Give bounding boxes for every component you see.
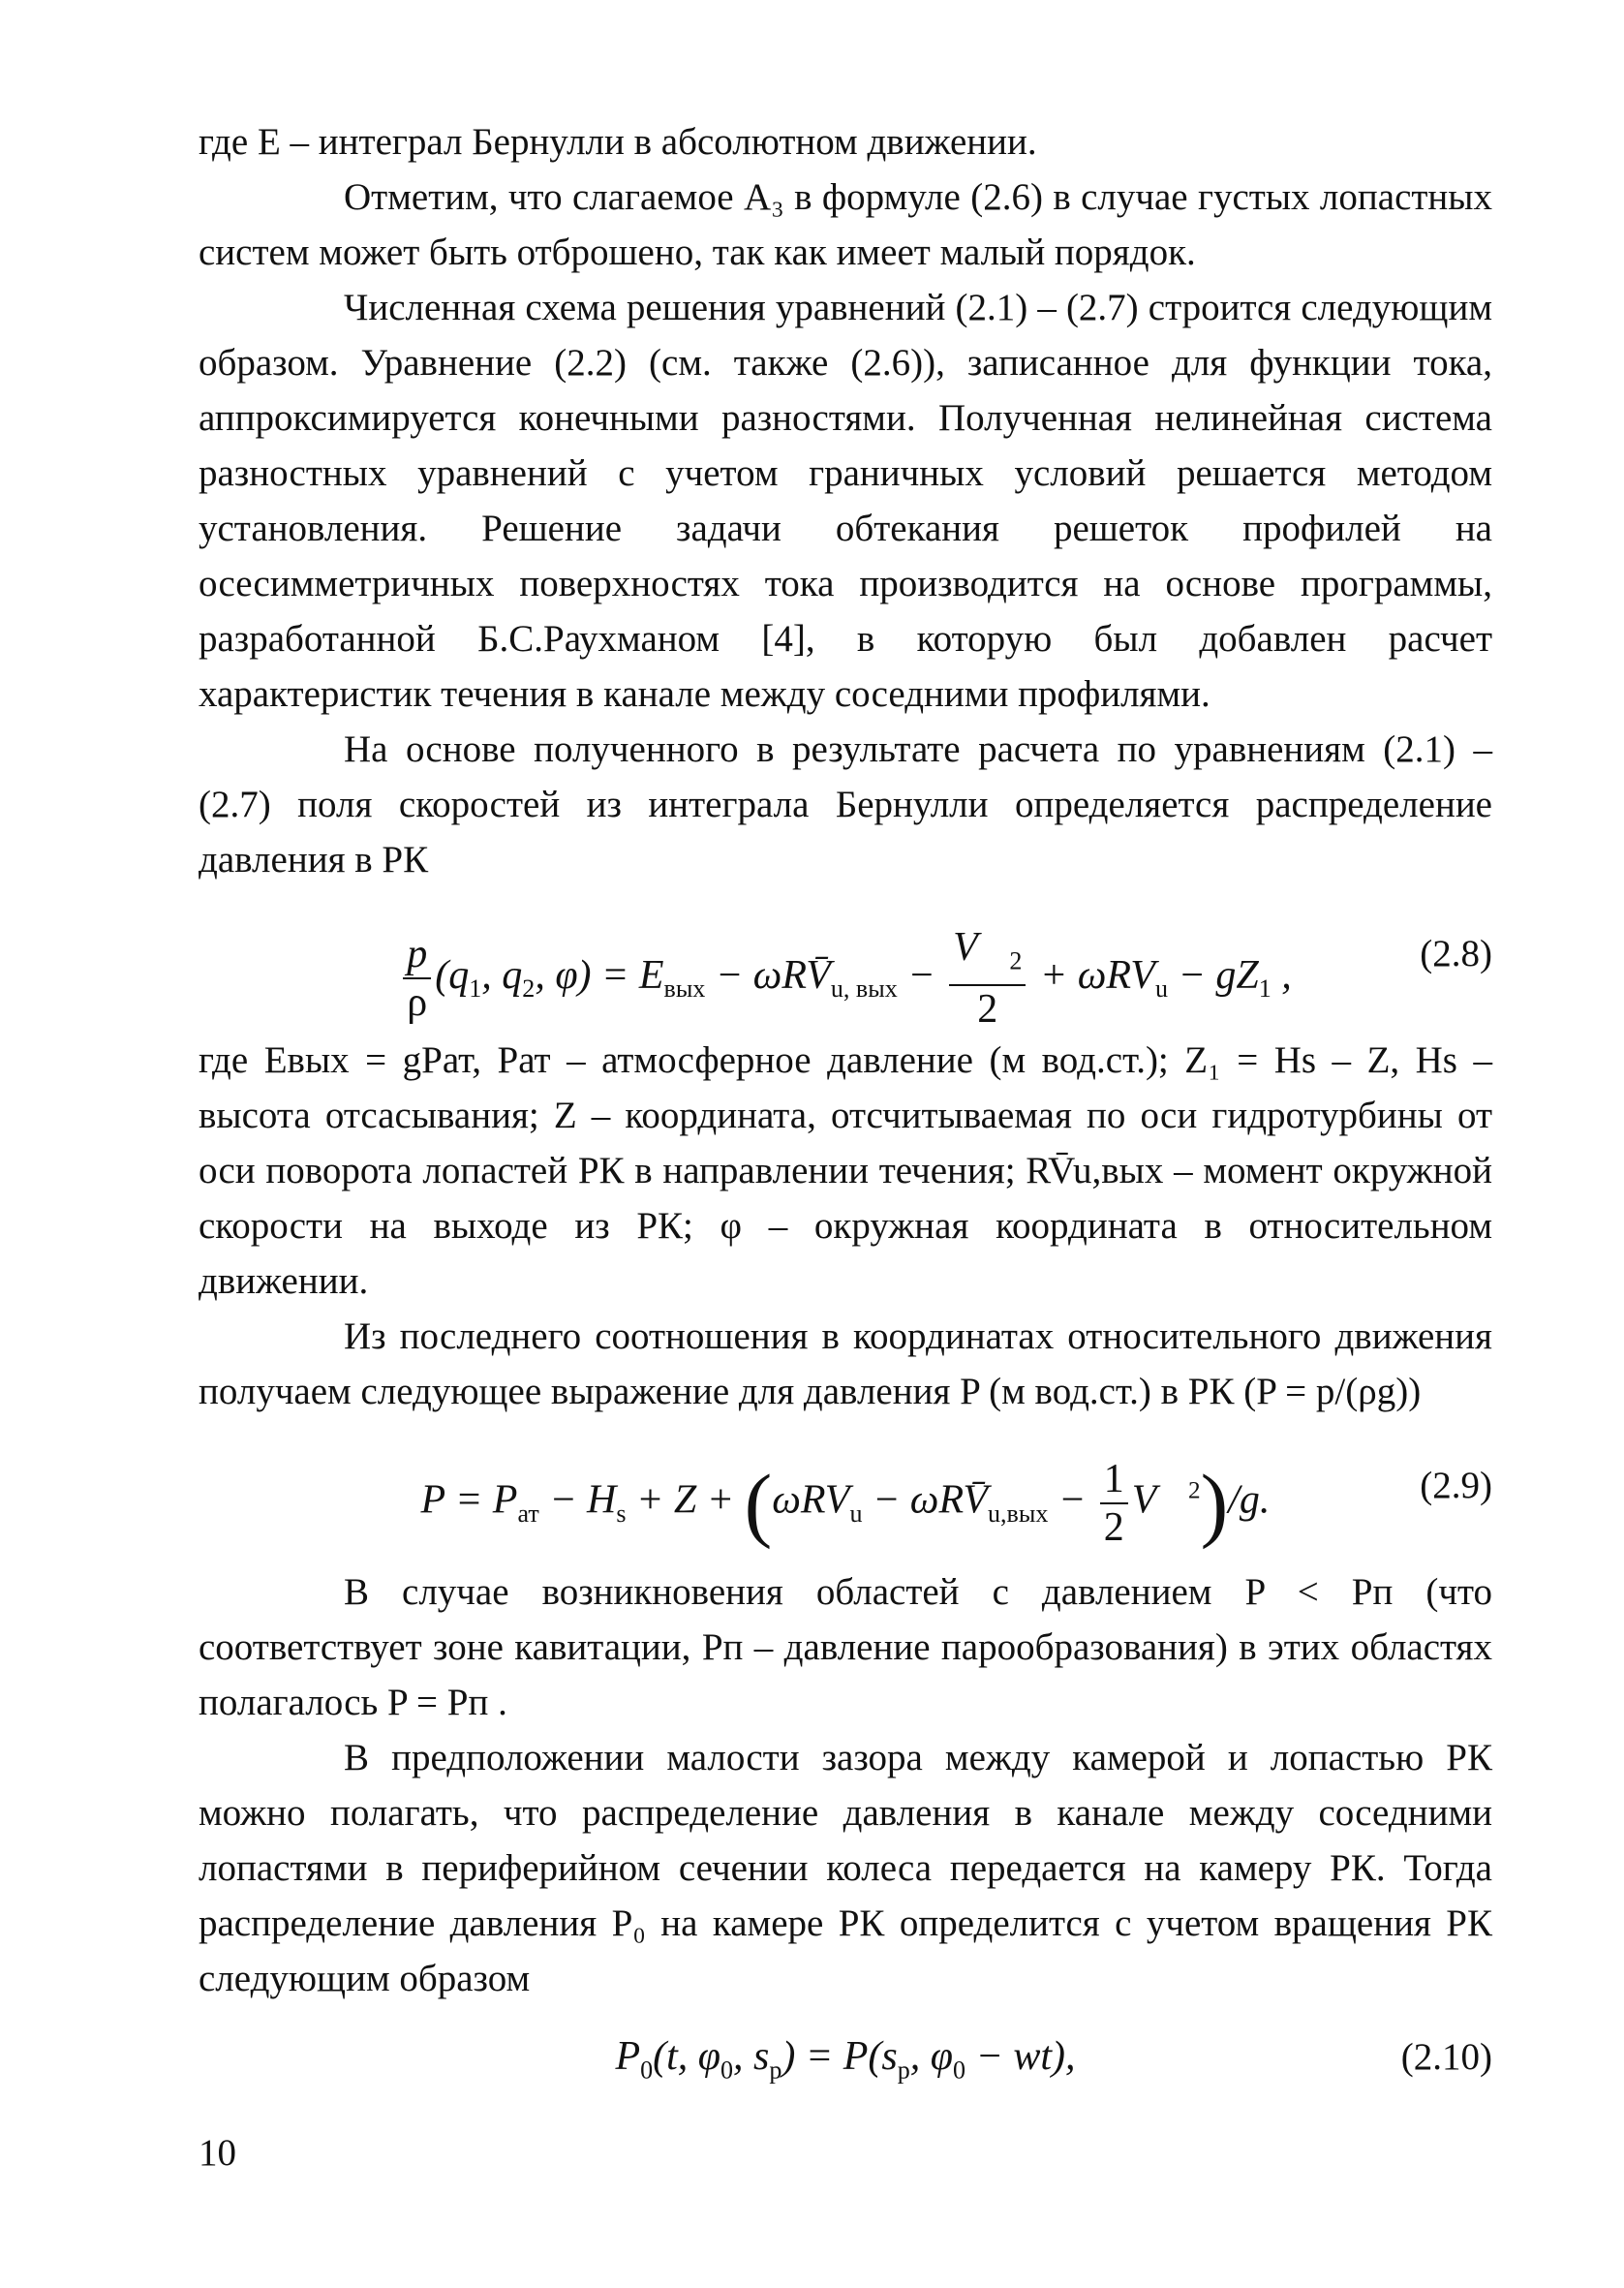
text-column [199, 114, 1492, 2113]
paragraph-2: Отметим, что слагаемое A₃ в формуле (2.6) в случае густых лопастных систем может быть отброшено, так как имеет малый порядок. [199, 176, 1492, 273]
formula-2-8-number: (2.8) [1420, 933, 1492, 974]
formula-2-9-body: $P = P_{ат} - H_s + Z + (\omega RV_u$ − $\omega RV̄_{u,вых}$ − $\frac{1}{2}$ V⃗$^2$)/g. [420, 1457, 1271, 1550]
formula-2-8-body: $\frac{p}{\rho}$ ($q_1$, $q_2$, $\varphi) = E_{вых}$ − $\omega RV̄_{u, вых}$ − $\frac{V⃗_2}{2}$ + $\omega RV_u - gZ_1$ , [199, 924, 1492, 1033]
formula-2-9-number: (2.9) [1420, 1465, 1492, 1506]
formula-2-10 [199, 2006, 1492, 2113]
paragraph-3: Численная схема решения уравнений (2.1) – (2.7) строится следующим образом. Уравнение (2.2) (см. также (2.6)), записанное для функции тока, аппроксимируется конечными разностями. Полученная нелинейная система разностных уравнений с учетом граничных условий решается методом установления. Решение задачи обтекания решеток профилей на осесимметричных поверхностях тока производится на основе программы, разработанной Б.С.Раухманом [4], в которую был добавлен расчет характеристик течения в канале между соседними профилями. [199, 287, 1492, 715]
paragraph-8: В предположении малости зазора между камерой и лопастью РК можно полагать, что распределение давления в канале между соседними лопастями в периферийном сечении колеса передается на камеру РК. Тогда распределение давления P₀ на камере РК определится с учетом вращения РК следующим образом [199, 1737, 1492, 1999]
page-number: 10 [199, 2132, 236, 2174]
formula-2-10-number: (2.10) [1400, 2036, 1492, 2078]
paragraph-7: В случае возникновения областей с давлением P < Pп (что соответствует зоне кавитации, Pп – давление парообразования) в этих областях полагалось P = Pп . [199, 1571, 1492, 1723]
paragraph-4: На основе полученного в результате расчета по уравнениям (2.1) – (2.7) поля скоростей из интеграла Бернулли определяется распределение давления в РК [199, 728, 1492, 881]
formula-2-9 [199, 1419, 1492, 1564]
paragraph-6: Из последнего соотношения в координатах относительного движения получаем следующее выражение для давления P (м вод.ст.) в РК (P = p/(ρg)) [199, 1315, 1492, 1412]
formula-2-10-body: $P_0(t$, $\varphi_0$, $s_р) = P(s_р$, $\varphi_0 - wt$), [615, 2034, 1076, 2085]
formula-2-8 [199, 887, 1492, 1033]
paragraph-1: где E – интеграл Бернулли в абсолютном движении. [199, 121, 1037, 163]
paragraph-5: где Eвых = gPат, Pат – атмосферное давление (м вод.ст.); Z₁ = Hs – Z, Hs – высота отсасывания; Z – координата, отсчитываемая по оси гидротурбины от оси поворота лопастей РК в направлении течения; RV̄u,вых – момент окружной скорости на выходе из РК; φ – окружная координата в относительном движении. [199, 1039, 1492, 1302]
